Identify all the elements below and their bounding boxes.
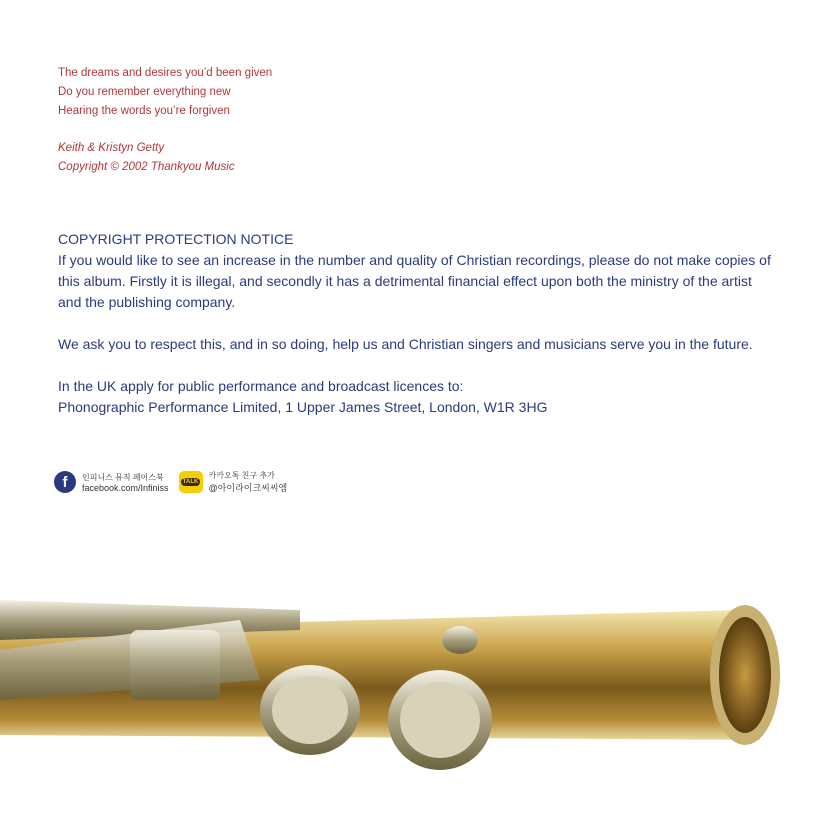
kakao-link[interactable]: [179, 470, 288, 494]
notice-paragraph: In the UK apply for public performance and broadcast licences to:: [58, 378, 464, 394]
facebook-label: 인피니스 뮤직 페이스북: [82, 472, 164, 482]
facebook-link[interactable]: [54, 471, 169, 493]
notice-heading: COPYRIGHT PROTECTION NOTICE: [58, 231, 294, 247]
kakao-label: 카카오톡 친구 추가: [208, 471, 275, 480]
flute-bore: [719, 617, 771, 733]
facebook-icon: f: [54, 471, 76, 493]
lyric-line: The dreams and desires you’d been given: [58, 67, 273, 79]
flute-image: [0, 570, 824, 818]
notice-paragraph: We ask you to respect this, and in so doing, help us and Christian singers and musicians serve you in the future.: [58, 336, 753, 352]
lyric-copyright: Copyright © 2002 Thankyou Music: [58, 161, 235, 173]
lyrics-block: [58, 64, 272, 177]
facebook-handle: facebook.com/Infiniss: [82, 482, 169, 493]
notice-address: Phonographic Performance Limited, 1 Upper James Street, London, W1R 3HG: [58, 399, 548, 415]
social-links: [54, 470, 287, 494]
kakao-handle: @아이라이크씨씨엠: [208, 483, 288, 493]
notice-paragraph: If you would like to see an increase in the number and quality of Christian recordings, please do not make copies of this album. Firstly it is illegal, and secondly it has a detrimental financial effect upon both the ministry of the artist and the publishing company.: [58, 252, 771, 310]
lyric-line: Do you remember everything new: [58, 86, 231, 98]
kakaotalk-icon: [179, 471, 203, 493]
lyric-authors: Keith & Kristyn Getty: [58, 142, 165, 154]
kakaotalk-icon-text: TALK: [182, 479, 199, 485]
copyright-notice: [58, 229, 778, 418]
lyric-line: Hearing the words you’re forgiven: [58, 105, 230, 117]
